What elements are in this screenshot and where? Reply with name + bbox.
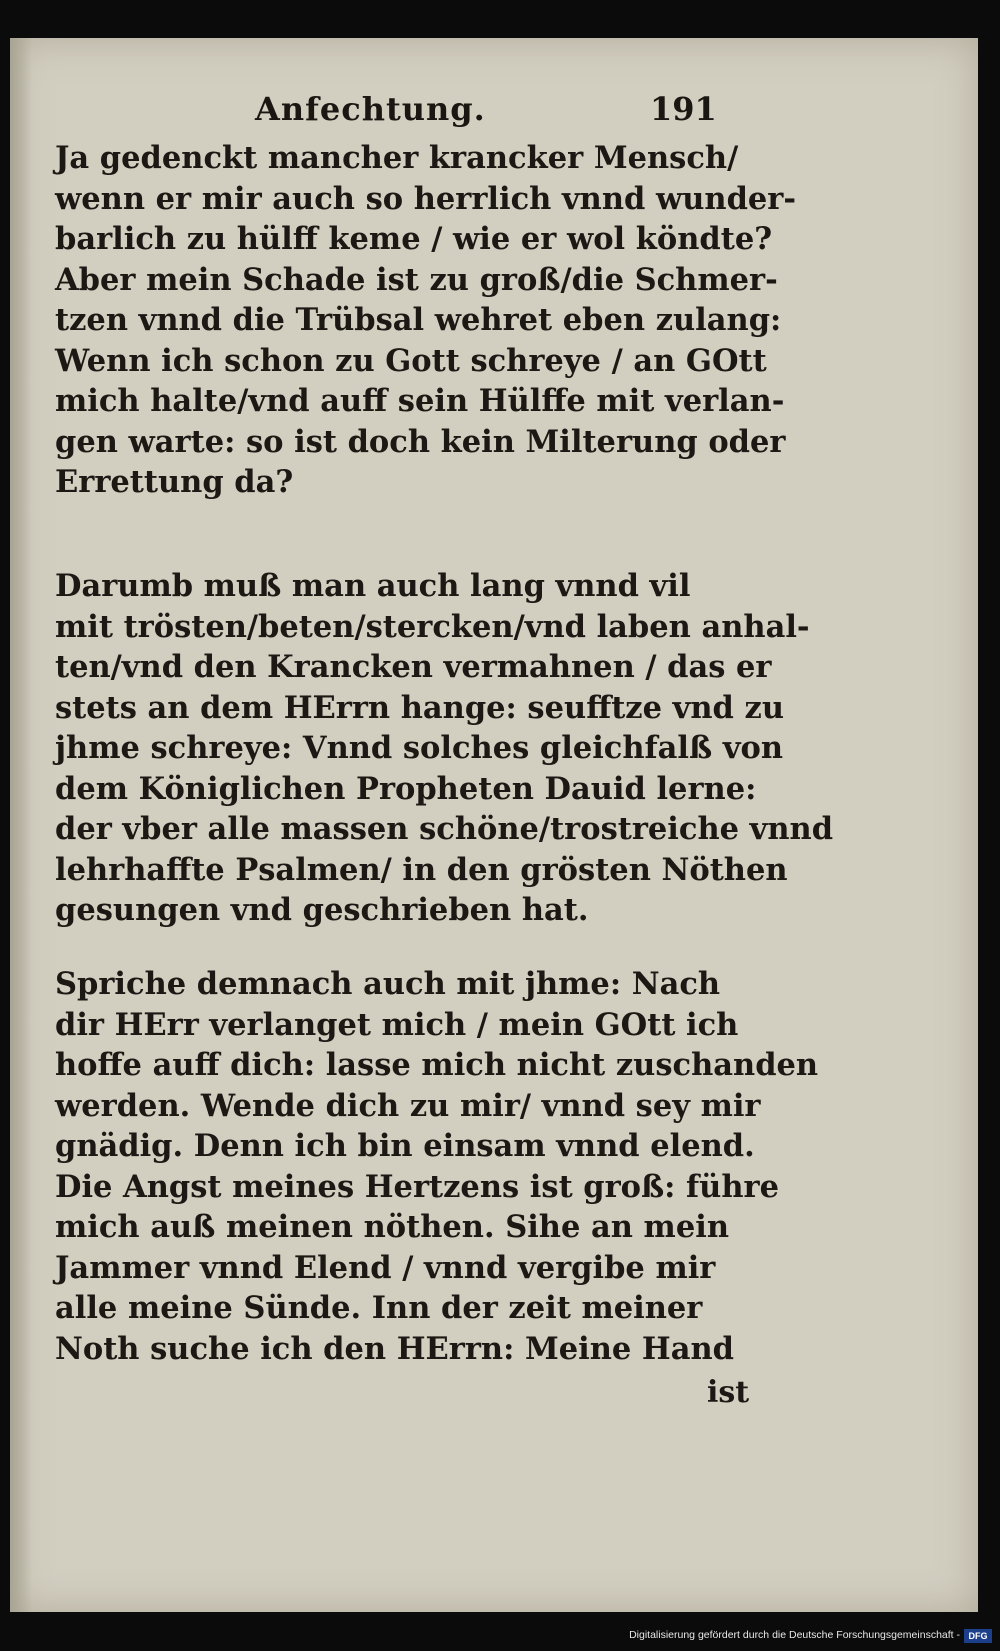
text-line: stets an dem HErrn hange: seufftze vnd zu xyxy=(55,689,784,726)
text-line: mich auß meinen nöthen. Sihe an mein xyxy=(55,1209,729,1245)
text-line: mich halte/vnd auff sein Hülffe mit verlan- xyxy=(55,383,785,419)
text-line: dem Königlichen Propheten Dauid lerne: xyxy=(55,770,757,807)
text-line: Darumb muß man auch lang vnnd vil xyxy=(55,568,691,604)
text-line: Die Angst meines Hertzens ist groß: führe xyxy=(55,1168,780,1205)
text-line: Noth suche ich den HErrn: Meine Hand xyxy=(55,1330,734,1367)
text-line: gesungen vnd geschrieben hat. xyxy=(55,892,589,928)
paragraph-1 xyxy=(55,138,797,503)
dfg-logo: DFG xyxy=(964,1629,992,1643)
digitization-credit: Digitalisierung gefördert durch die Deutsche Forschungsgemeinschaft - xyxy=(629,1629,960,1641)
text-line: jhme schreye: Vnnd solches gleichfalß von xyxy=(55,730,784,766)
text-line: mit trösten/beten/stercken/vnd laben anhal- xyxy=(55,608,810,645)
text-line: Spriche demnach auch mit jhme: Nach xyxy=(55,966,721,1002)
text-line: wenn er mir auch so herrlich vnnd wunder- xyxy=(55,180,797,217)
text-line: gnädig. Denn ich bin einsam vnnd elend. xyxy=(55,1128,755,1164)
catchword: ist xyxy=(707,1375,750,1410)
text-line: ten/vnd den Krancken vermahnen / das er xyxy=(55,649,772,685)
text-line: tzen vnnd die Trübsal wehret eben zulang: xyxy=(55,302,782,338)
paragraph-2 xyxy=(55,566,834,931)
text-line: Wenn ich schon zu Gott schreye / an GOtt xyxy=(55,342,767,379)
text-line: alle meine Sünde. Inn der zeit meiner xyxy=(55,1290,703,1326)
text-line: Jammer vnnd Elend / vnnd vergibe mir xyxy=(55,1249,716,1286)
text-line: Errettung da? xyxy=(55,464,294,500)
text-line: Ja gedenckt mancher krancker Mensch/ xyxy=(55,140,739,176)
text-line: hoffe auff dich: lasse mich nicht zuschanden xyxy=(55,1047,819,1083)
text-line: der vber alle massen schöne/trostreiche vnnd xyxy=(55,811,834,847)
text-line: Aber mein Schade ist zu groß/die Schmer- xyxy=(55,261,778,298)
text-line: gen warte: so ist doch kein Milterung oder xyxy=(55,423,786,460)
text-line: werden. Wende dich zu mir/ vnnd sey mir xyxy=(55,1087,761,1124)
text-line: barlich zu hülff keme / wie er wol köndte? xyxy=(55,221,773,257)
text-line: dir HErr verlanget mich / mein GOtt ich xyxy=(55,1006,739,1043)
page-number: 191 xyxy=(650,90,717,128)
text-line: lehrhaffte Psalmen/ in den grösten Nöthen xyxy=(55,851,788,888)
running-head-title: Anfechtung. xyxy=(255,90,486,128)
paragraph-3 xyxy=(55,964,819,1369)
book-page xyxy=(10,38,978,1612)
